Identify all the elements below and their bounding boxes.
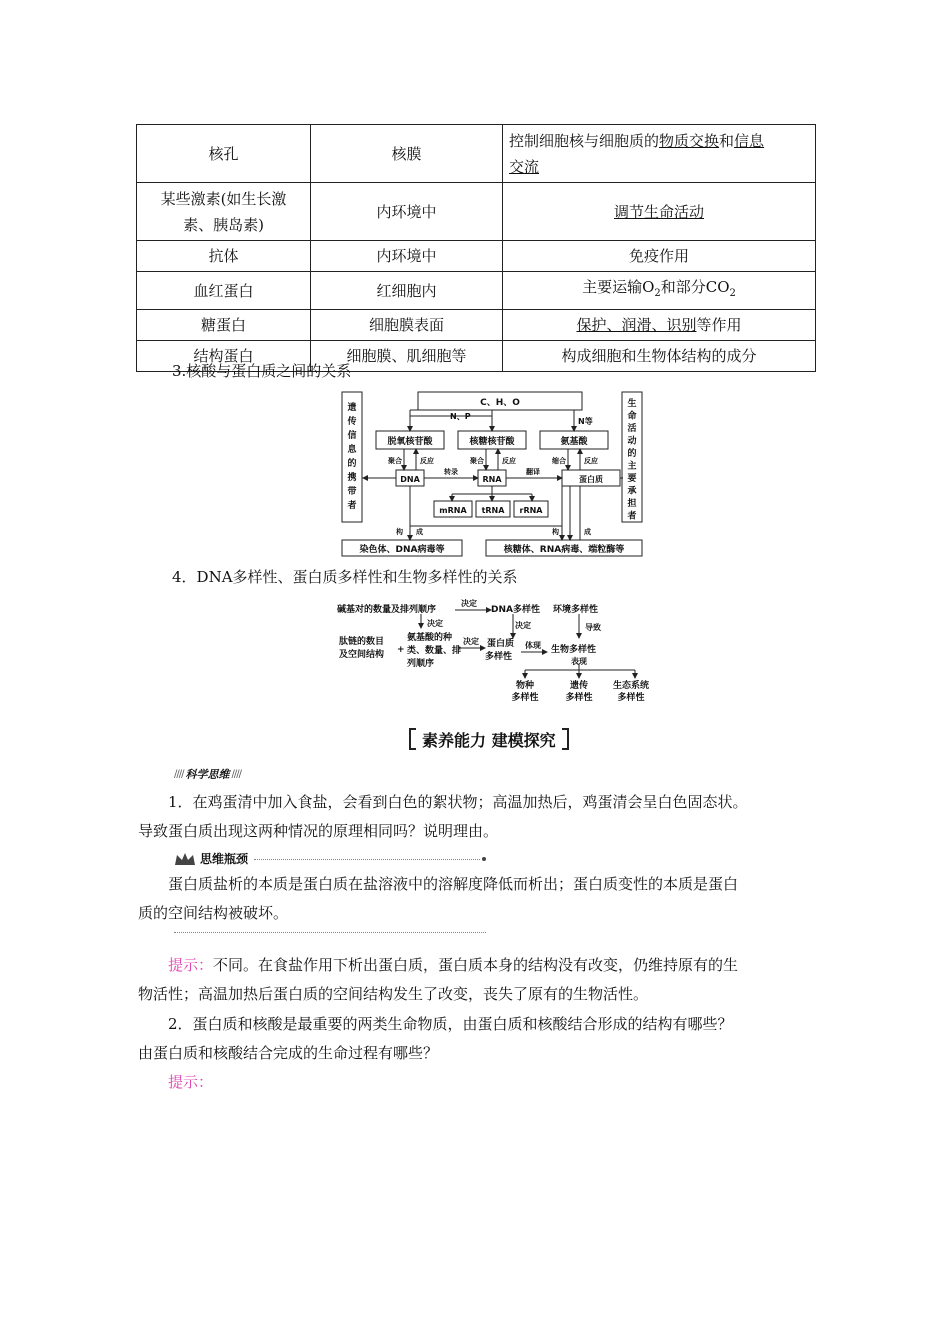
bottom-right-label: 核糖体、RNA病毒、端粒酶等 (503, 545, 625, 555)
plus-sign: + (397, 645, 405, 655)
bracket-left-icon (408, 728, 418, 750)
table-row (137, 183, 816, 241)
cell-name: 结构蛋白 (137, 341, 311, 372)
ecosystem-label-1: 生态系统 (612, 681, 650, 691)
cell-name: 核孔 (137, 125, 311, 183)
decide-label: 决定 (427, 619, 443, 628)
rna-label: RNA (482, 475, 502, 484)
rrna-label: rRNA (519, 506, 543, 515)
right-side-text (626, 397, 636, 522)
slash-icon: //// (231, 768, 241, 780)
table-row (137, 125, 816, 183)
dna-label: DNA (400, 475, 420, 484)
deoxynucleotide-label: 脱氧核苷酸 (387, 437, 433, 447)
cell-function: 免疫作用 (503, 241, 816, 272)
cell-function: 保护、润滑、识别等作用 (503, 310, 816, 341)
polymer-label: 聚合 (388, 457, 402, 465)
cell-function: 主要运输$O_2$和部分$CO_2$ (503, 272, 816, 310)
polymer-label: 聚合 (470, 457, 484, 465)
side-char: 携 (347, 473, 357, 483)
diagram-top-label: C、H、O (480, 398, 520, 408)
slash-icon: //// (174, 768, 184, 780)
bottleneck-label: 思维瓶颈 (200, 852, 249, 866)
cell-name: 血红蛋白 (137, 272, 311, 310)
science-thinking-tag (174, 766, 241, 782)
protein-diversity-label-1: 蛋白质 (487, 639, 515, 649)
env-diversity-label: 环境多样性 (553, 605, 599, 615)
cell-name: 某些激素(如生长激 素、胰岛素) (137, 183, 311, 241)
table-row (137, 272, 816, 310)
protein-diversity-label-2: 多样性 (485, 652, 513, 662)
side-char: 动 (627, 436, 637, 447)
nucleic-acid-protein-diagram (330, 388, 650, 560)
condense-label: 缩合 (552, 457, 566, 465)
amino-acid-label: 氨基酸 (560, 437, 588, 447)
trna-label: tRNA (481, 506, 505, 515)
hint-label: 提示： (168, 956, 214, 974)
side-char: 者 (627, 511, 637, 522)
side-char: 担 (627, 499, 637, 509)
cell-function: 控制细胞核与细胞质的物质交换和信息 交流 (503, 125, 816, 183)
cell-name: 糖蛋白 (137, 310, 311, 341)
diversity-diagram (335, 594, 655, 706)
tag-label: 科学思维 (185, 768, 230, 781)
side-char: 信 (347, 431, 357, 441)
base-pair-label: 碱基对的数量及排列顺序 (337, 605, 437, 615)
species-label-2: 多样性 (511, 693, 539, 703)
side-char: 生 (627, 399, 637, 409)
n-etc-label: N等 (578, 417, 593, 426)
np-label: N、P (450, 412, 471, 421)
cell-location: 红细胞内 (311, 272, 503, 310)
hint-label: 提示： (168, 1073, 214, 1091)
cheng-label: 成 (584, 528, 591, 536)
side-char: 要 (627, 474, 637, 484)
dotted-divider (254, 858, 480, 860)
ribonucleotide-label: 核糖核苷酸 (469, 437, 515, 447)
protein-label: 蛋白质 (579, 475, 603, 484)
amino-label-1: 氨基酸的种 (407, 633, 453, 643)
cell-location: 内环境中 (311, 183, 503, 241)
transcribe-label: 转录 (444, 468, 458, 476)
side-char: 承 (627, 486, 637, 497)
crown-icon (174, 851, 196, 867)
gou-label: 构 (396, 528, 403, 536)
chain-label-1: 肽链的数目 (339, 637, 385, 647)
answer-1: 提示：不同。在食盐作用下析出蛋白质，蛋白质本身的结构没有改变，仍维持原有的生 (168, 956, 739, 974)
table-row (137, 241, 816, 272)
bottleneck-text-cont: 质的空间结构被破坏。 (138, 904, 289, 922)
question-1-cont: 导致蛋白质出现这两种情况的原理相同吗？说明理由。 (138, 822, 499, 840)
cell-name: 抗体 (137, 241, 311, 272)
table-row (137, 310, 816, 341)
side-char: 主 (627, 461, 637, 472)
reaction-label: 反应 (420, 457, 434, 465)
question-2: 2．蛋白质和核酸是最重要的两类生命物质，由蛋白质和核酸结合形成的结构有哪些？ (168, 1015, 733, 1033)
translate-label: 翻译 (526, 468, 540, 476)
decide-label: 决定 (461, 599, 477, 608)
side-char: 命 (627, 411, 637, 422)
dot-icon (482, 857, 486, 861)
side-char: 遗 (347, 403, 357, 413)
dotted-divider (174, 932, 486, 933)
question-2-cont: 由蛋白质和核酸结合完成的生命过程有哪些？ (138, 1044, 439, 1062)
side-char: 的 (627, 449, 637, 459)
cell-location: 核膜 (311, 125, 503, 183)
bracket-right-icon (560, 728, 570, 750)
left-side-text (346, 401, 357, 511)
protein-function-table (136, 124, 816, 372)
cell-location: 细胞膜、肌细胞等 (311, 341, 503, 372)
gou-label: 构 (552, 528, 559, 536)
section-banner (408, 726, 570, 752)
section3-heading: 3.核酸与蛋白质之间的关系 (172, 362, 352, 380)
cell-function: 构成细胞和生物体结构的成分 (503, 341, 816, 372)
thinking-bottleneck-header (174, 850, 486, 867)
side-char: 者 (347, 501, 357, 511)
cell-location: 内环境中 (311, 241, 503, 272)
section4-heading: 4．DNA多样性、蛋白质多样性和生物多样性的关系 (172, 568, 518, 586)
side-char: 的 (347, 459, 357, 469)
amino-label-2: 类、数量、排 (407, 646, 462, 656)
side-char: 传 (347, 417, 357, 427)
ecosystem-label-2: 多样性 (617, 693, 645, 703)
cause-label: 导致 (585, 623, 601, 632)
reaction-label: 反应 (584, 457, 598, 465)
species-label-1: 物种 (515, 681, 535, 691)
dna-diversity-label: DNA多样性 (491, 605, 540, 615)
side-char: 息 (347, 445, 357, 455)
answer-1-cont: 物活性；高温加热后蛋白质的空间结构发生了改变，丧失了原有的生物活性。 (138, 985, 649, 1003)
answer-2 (138, 1068, 818, 1097)
bottleneck-text: 蛋白质盐析的本质是蛋白质在盐溶液中的溶解度降低而析出；蛋白质变性的本质是蛋白 (168, 875, 739, 893)
embody-label: 体现 (525, 641, 541, 650)
cell-function: 调节生命活动 (503, 183, 816, 241)
amino-label-3: 列顺序 (407, 659, 435, 669)
question-1: 1．在鸡蛋清中加入食盐，会看到白色的絮状物；高温加热后，鸡蛋清会呈白色固态状。 (168, 793, 748, 811)
reaction-label: 反应 (502, 457, 516, 465)
decide-label: 决定 (463, 637, 479, 646)
genetic-label-2: 多样性 (565, 693, 593, 703)
cheng-label: 成 (416, 528, 423, 536)
decide-label: 决定 (515, 621, 531, 630)
banner-title: 素养能力 建模探究 (422, 730, 556, 750)
side-char: 活 (627, 424, 637, 434)
bio-diversity-label: 生物多样性 (551, 645, 597, 655)
cell-location: 细胞膜表面 (311, 310, 503, 341)
mrna-label: mRNA (439, 506, 467, 515)
chain-label-2: 及空间结构 (339, 650, 385, 660)
side-char: 带 (347, 487, 357, 497)
show-label: 表现 (571, 657, 587, 666)
bottom-left-label: 染色体、DNA病毒等 (359, 545, 445, 555)
genetic-label-1: 遗传 (569, 681, 589, 691)
